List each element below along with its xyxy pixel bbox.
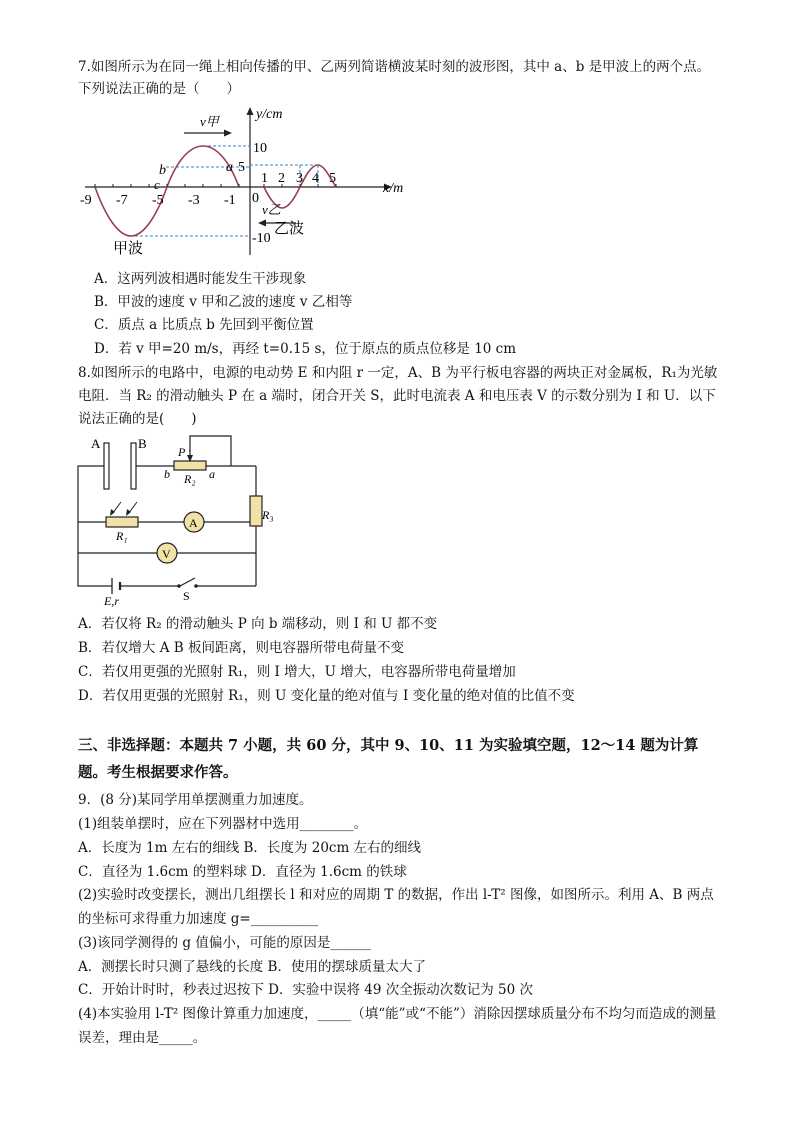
- y-tick-10: 10: [253, 141, 267, 156]
- q9-part1: (1)组装单摆时，应在下列器材中选用________。: [78, 816, 368, 832]
- wave-yi-label: 乙波: [274, 221, 305, 237]
- x-tick-neg7: -7: [116, 193, 128, 208]
- voltmeter-label: V: [162, 547, 171, 561]
- r1-label: R₁: [116, 529, 128, 543]
- r3-label: R₃: [262, 508, 274, 522]
- q9-part2-line2: 的坐标可求得重力加速度 g=__________: [78, 911, 319, 927]
- ammeter-label: A: [189, 516, 198, 530]
- q8-option-a: A．若仅将 R₂ 的滑动触头 P 向 b 端移动，则 I 和 U 都不变: [78, 616, 438, 632]
- v-yi-label: v乙: [262, 202, 281, 217]
- source-label: E,r: [104, 594, 119, 608]
- end-b-label: b: [164, 467, 170, 481]
- q9-part4-line2: 误差，理由是_____。: [78, 1030, 207, 1046]
- q8-option-c: C．若仅用更强的光照射 R₁，则 I 增大，U 增大，电容器所带电荷量增加: [78, 664, 516, 680]
- q8-option-b: B．若仅增大 A B 板间距离，则电容器所带电荷量不变: [78, 640, 404, 656]
- q7-option-c: C．质点 a 比质点 b 先回到平衡位置: [94, 317, 314, 333]
- x-tick-neg3: -3: [188, 193, 200, 208]
- y-axis-label: y/cm: [256, 107, 283, 122]
- point-c-label: c: [154, 177, 160, 192]
- x-tick-5: 5: [329, 171, 336, 186]
- section3-heading-line2: 题。考生根据要求作答。: [78, 764, 238, 781]
- q7-stem-line1: 7.如图所示为在同一绳上相向传播的甲、乙两列简谐横波某时刻的波形图，其中 a、b 是甲波上的两个点。: [78, 59, 711, 75]
- end-a-label: a: [209, 467, 215, 481]
- q9-stem: 9．(8 分)某同学用单摆测重力加速度。: [78, 792, 313, 808]
- y-tick-5: 5: [238, 160, 245, 175]
- q7-option-a: A．这两列波相遇时能发生干涉现象: [94, 271, 307, 287]
- switch-label: S: [183, 589, 190, 603]
- wave-figure: [70, 100, 404, 265]
- v-jia-label: v甲: [200, 114, 219, 129]
- q9-part4-line1: (4)本实验用 l-T² 图像计算重力加速度，_____（填“能”或“不能”）消除因摆球质量分布不均匀而造成的测量: [78, 1006, 717, 1022]
- q7-option-b: B．甲波的速度 v 甲和乙波的速度 v 乙相等: [94, 294, 353, 310]
- q8-stem-line3: 说法正确的是( ): [78, 411, 197, 427]
- point-b-label: b: [159, 163, 166, 178]
- q8-stem-line1: 8.如图所示的电路中，电源的电动势 E 和内阻 r 一定，A、B 为平行板电容器的两块正对金属板，R₁为光敏: [78, 365, 718, 381]
- x-axis-label: x/m: [383, 181, 404, 196]
- x-tick-2: 2: [278, 171, 285, 186]
- q9-part1-options-cd: C．直径为 1.6cm 的塑料球 D．直径为 1.6cm 的铁球: [78, 864, 407, 880]
- q7-option-d: D．若 v 甲=20 m/s，再经 t=0.15 s，位于原点的质点位移是 10 cm: [94, 341, 517, 357]
- y-tick-neg10: -10: [252, 231, 271, 246]
- wave-jia-curve: [95, 146, 239, 236]
- circuit-figure: [70, 432, 280, 610]
- x-tick-0: 0: [252, 191, 259, 206]
- r2-label: R₂: [184, 472, 196, 486]
- q8-option-d: D．若仅用更强的光照射 R₁，则 U 变化量的绝对值与 I 变化量的绝对值的比值不变: [78, 688, 575, 704]
- section3-heading-line1: 三、非选择题：本题共 7 小题，共 60 分，其中 9、10、11 为实验填空题，12～14 题为计算: [78, 737, 699, 754]
- wave-jia-label: 甲波: [113, 241, 144, 257]
- q8-stem-line2: 电阻．当 R₂ 的滑动触头 P 在 a 端时，闭合开关 S，此时电流表 A 和电压表 V 的示数分别为 I 和 U．以下: [78, 388, 716, 404]
- x-tick-neg1: -1: [224, 193, 236, 208]
- q9-part1-options-ab: A．长度为 1m 左右的细线 B．长度为 20cm 左右的细线: [78, 840, 422, 856]
- q9-part3: (3)该同学测得的 g 值偏小，可能的原因是______: [78, 935, 371, 951]
- slider-p-label: P: [178, 445, 186, 459]
- x-tick-3: 3: [296, 171, 303, 186]
- x-tick-neg5: -5: [152, 193, 164, 208]
- plate-b-label: B: [138, 436, 147, 451]
- x-tick-4: 4: [312, 171, 319, 186]
- point-a-label: a: [226, 160, 233, 175]
- x-tick-neg9: -9: [80, 193, 92, 208]
- q9-part2-line1: (2)实验时改变摆长，测出几组摆长 l 和对应的周期 T 的数据，作出 l-T² 图像，如图所示。利用 A、B 两点: [78, 887, 714, 903]
- plate-a-label: A: [91, 436, 101, 451]
- q9-part3-options-ab: A．测摆长时只测了悬线的长度 B．使用的摆球质量太大了: [78, 959, 426, 975]
- x-tick-1: 1: [261, 171, 268, 186]
- q9-part3-options-cd: C．开始计时时，秒表过迟按下 D．实验中误将 49 次全振动次数记为 50 次: [78, 982, 533, 998]
- q7-stem-line2: 下列说法正确的是（ ）: [78, 81, 240, 97]
